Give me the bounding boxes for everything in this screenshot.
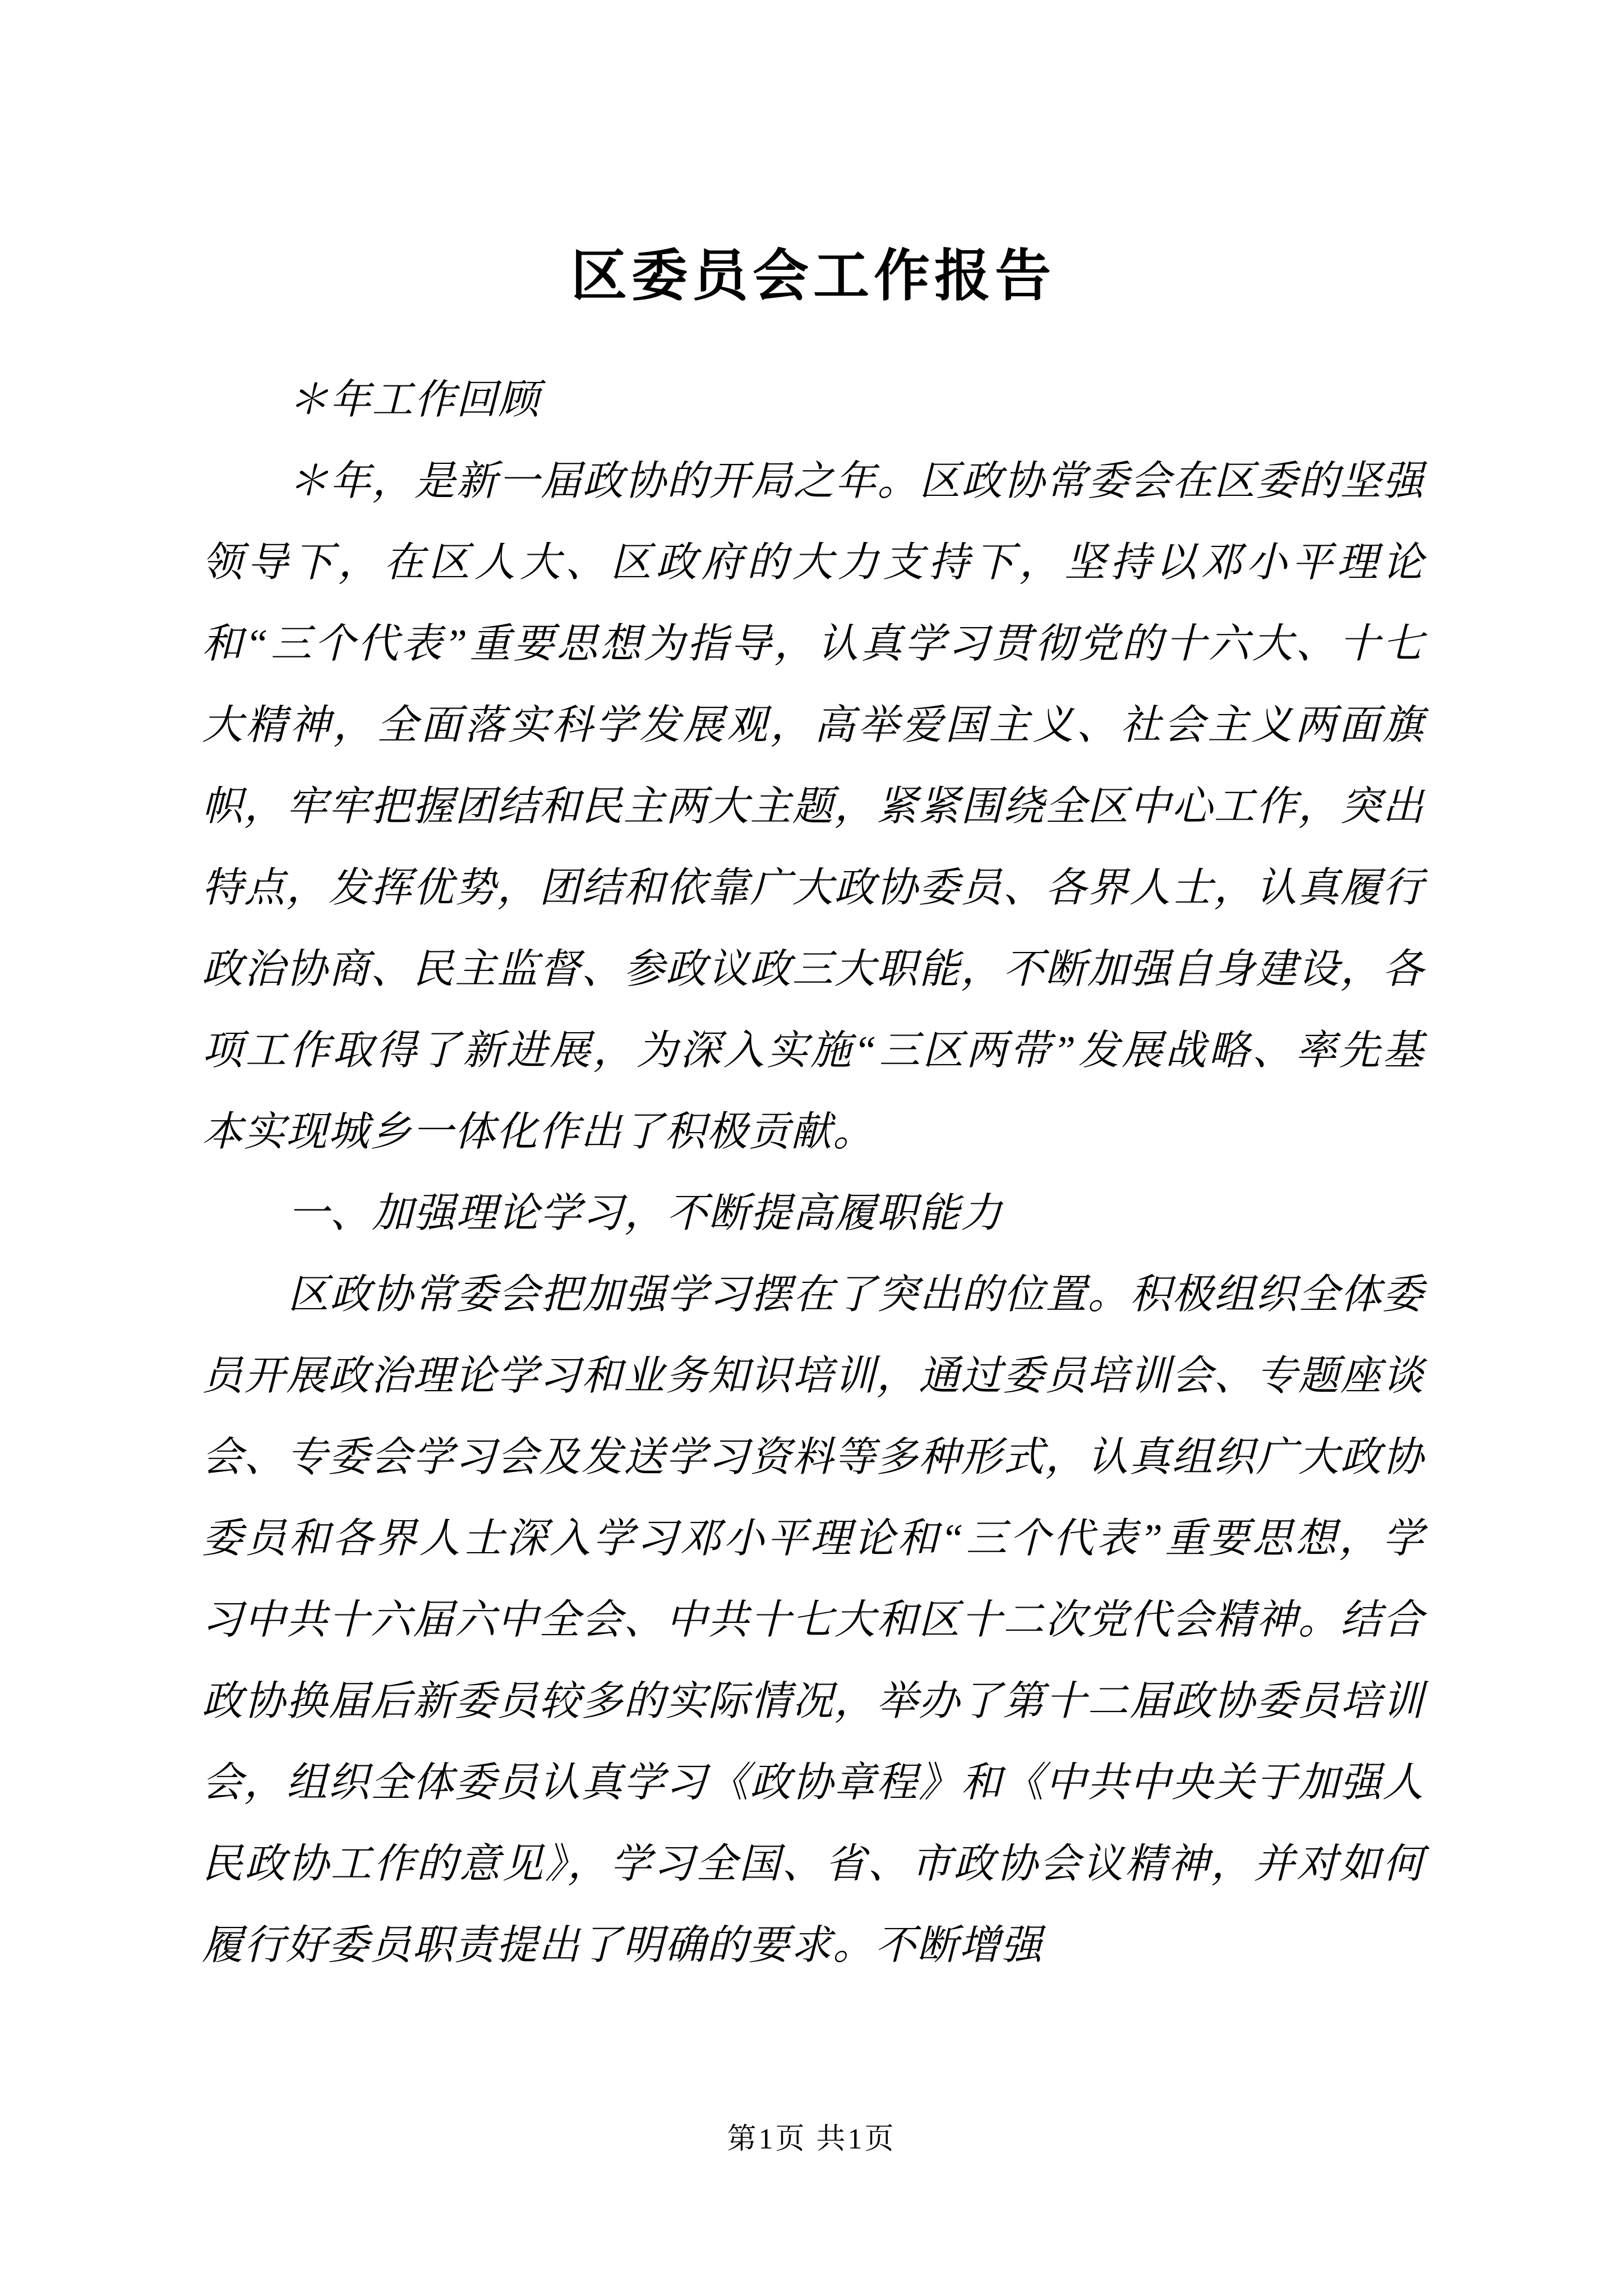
page-title: 区委员会工作报告 (571, 245, 1055, 307)
paragraph-intro: ＊年，是新一届政协的开局之年。区政协常委会在区委的坚强领导下，在区人大、区政府的大力支持下，坚持以邓小平理论和“三个代表”重要思想为指导，认真学习贯彻党的十六大、十七大精神，全面落实科学发展观，高举爱国主义、社会主义两面旗帜，牢牢把握团结和民主两大主题，紧紧围绕全区中心工作，突出特点，发挥优势，团结和依靠广大政协委员、各界人士，认真履行政治协商、民主监督、参政议政三大职能，不断加强自身建设，各项工作取得了新进展，为深入实施“三区两带”发展战略、率先基本实现城乡一体化作出了积极贡献。 (202, 458, 1424, 1154)
paragraph-year-review: ＊年工作回顾 (288, 377, 541, 422)
document-body (202, 241, 1424, 1986)
section-heading-1: 一、加强理论学习，不断提高履职能力 (288, 1190, 1003, 1236)
paragraph-section-1-body: 区政协常委会把加强学习摆在了突出的位置。积极组织全体委员开展政治理论学习和业务知识培训，通过委员培训会、专题座谈会、专委会学习会及发送学习资料等多种形式，认真组织广大政协委员和各界人士深入学习邓小平理论和“三个代表”重要思想，学习中共十六届六中全会、中共十七大和区十二次党代会精神。结合政协换届后新委员较多的实际情况，举办了第十二届政协委员培训会，组织全体委员认真学习《政协章程》和《中共中央关于加强人民政协工作的意见》，学习全国、省、市政协会议精神，并对如何履行好委员职责提出了明确的要求。不断增强 (202, 1272, 1424, 1968)
page-number-footer: 第1页 共1页 (727, 2123, 896, 2155)
